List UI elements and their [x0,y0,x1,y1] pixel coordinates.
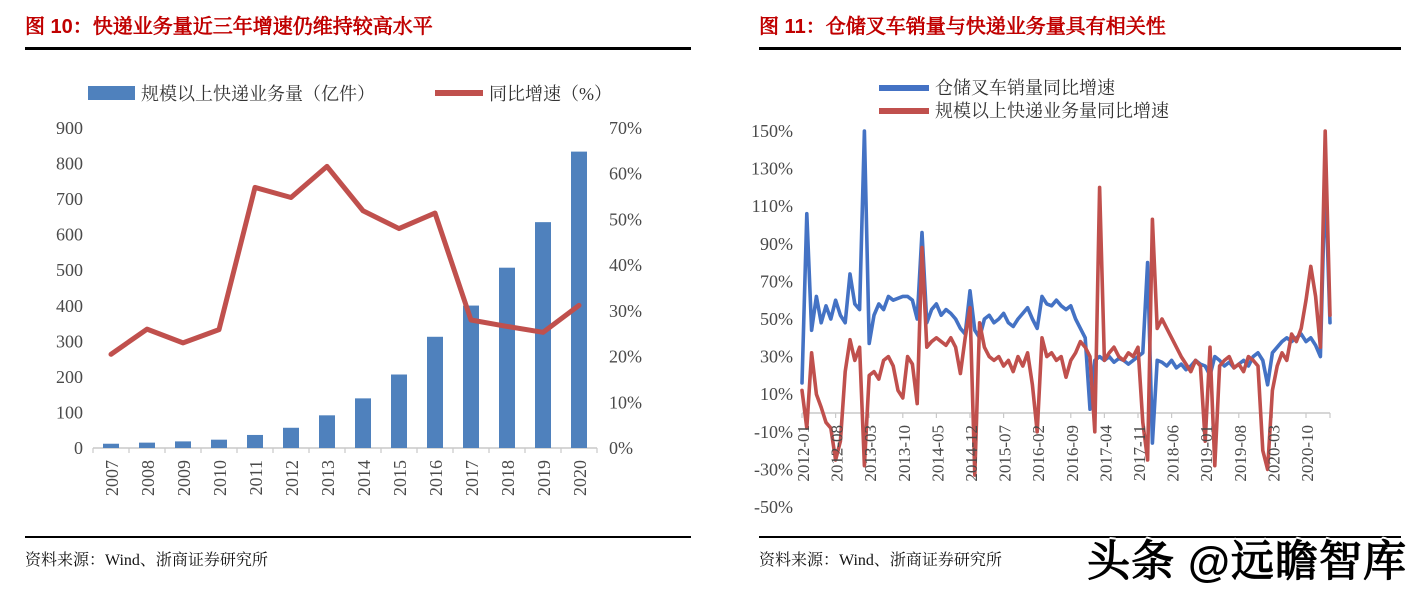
svg-text:500: 500 [56,260,83,281]
svg-text:2014-05: 2014-05 [928,425,948,482]
svg-text:70%: 70% [760,271,793,292]
svg-text:2018-06: 2018-06 [1163,424,1183,482]
svg-text:-30%: -30% [754,459,793,480]
svg-text:100: 100 [56,402,83,423]
legend-line-label: 同比增速（%） [489,84,612,104]
svg-text:900: 900 [56,118,83,138]
svg-text:2013-10: 2013-10 [894,425,914,482]
svg-text:2012: 2012 [282,460,302,496]
svg-text:2015: 2015 [390,460,410,496]
legend-forklift-label: 仓储叉车销量同比增速 [935,78,1115,98]
toutiao-yuanzhan-watermark: 头条 @远瞻智库 [1087,538,1407,586]
svg-text:50%: 50% [609,209,642,230]
svg-text:2016-09: 2016-09 [1062,425,1082,482]
figure-10-panel [0,0,705,593]
legend-bar-swatch [88,86,135,100]
svg-text:2009: 2009 [174,460,194,496]
svg-text:70%: 70% [609,118,642,138]
svg-text:2011: 2011 [246,460,266,496]
svg-text:2012-01: 2012-01 [794,425,813,482]
svg-text:-10%: -10% [754,421,793,442]
svg-text:2014: 2014 [354,460,374,496]
figure-11-panel [705,0,1411,593]
svg-text:2007: 2007 [102,460,122,496]
svg-text:20%: 20% [609,346,642,367]
svg-text:0%: 0% [609,438,633,458]
svg-text:30%: 30% [760,346,793,367]
figure-11-plot-area [751,121,1330,517]
svg-text:2019-01: 2019-01 [1197,425,1217,482]
svg-text:10%: 10% [760,384,793,405]
legend-express-label: 规模以上快递业务量同比增速 [935,101,1169,121]
svg-text:2016: 2016 [426,460,446,496]
svg-text:2019-08: 2019-08 [1230,425,1250,482]
svg-text:600: 600 [56,224,83,245]
svg-text:2017-11: 2017-11 [1130,425,1149,482]
svg-text:2010: 2010 [210,460,230,496]
svg-text:800: 800 [56,153,83,174]
figure-11-legend [879,78,1169,121]
svg-text:10%: 10% [609,392,642,413]
svg-text:400: 400 [56,295,83,316]
svg-text:150%: 150% [751,121,793,141]
svg-text:130%: 130% [751,158,793,179]
figure-10-source: 资料来源：Wind、浙商证券研究所 [25,536,691,570]
figure-11-chart [715,70,1411,522]
svg-text:60%: 60% [609,163,642,184]
figure-10-chart [25,70,685,522]
svg-text:200: 200 [56,366,83,387]
figure-10-legend [88,84,612,104]
svg-text:2020-03: 2020-03 [1264,425,1284,482]
svg-text:40%: 40% [609,255,642,276]
svg-text:2019: 2019 [534,460,554,496]
svg-text:-50%: -50% [754,497,793,517]
figure-11-title: 图 11：仓储叉车销量与快递业务量具有相关性 [759,14,1401,50]
legend-bar-label: 规模以上快递业务量（亿件） [141,84,375,104]
svg-text:90%: 90% [760,233,793,254]
svg-text:2008: 2008 [138,460,158,496]
svg-text:2014-12: 2014-12 [962,425,981,482]
svg-text:30%: 30% [609,300,642,321]
svg-text:2013-03: 2013-03 [861,425,881,482]
svg-text:300: 300 [56,331,83,352]
svg-text:2016-02: 2016-02 [1029,425,1049,482]
svg-text:2015-07: 2015-07 [995,425,1015,482]
svg-text:2017-04: 2017-04 [1096,425,1116,482]
figure-11-source: 资料来源：Wind、浙商证券研究所 [759,536,1401,570]
svg-text:0: 0 [74,438,83,458]
figure-10-plot-area [56,118,642,496]
svg-text:2017: 2017 [462,460,482,496]
svg-text:2013: 2013 [318,460,338,496]
svg-text:2020: 2020 [570,460,590,496]
svg-text:2018: 2018 [498,460,518,496]
svg-text:2020-10: 2020-10 [1298,425,1317,482]
svg-text:50%: 50% [760,309,793,329]
svg-text:110%: 110% [751,196,793,217]
svg-text:700: 700 [56,189,83,210]
svg-text:2012-08: 2012-08 [827,425,847,482]
figure-10-title: 图 10：快递业务量近三年增速仍维持较高水平 [25,14,691,50]
